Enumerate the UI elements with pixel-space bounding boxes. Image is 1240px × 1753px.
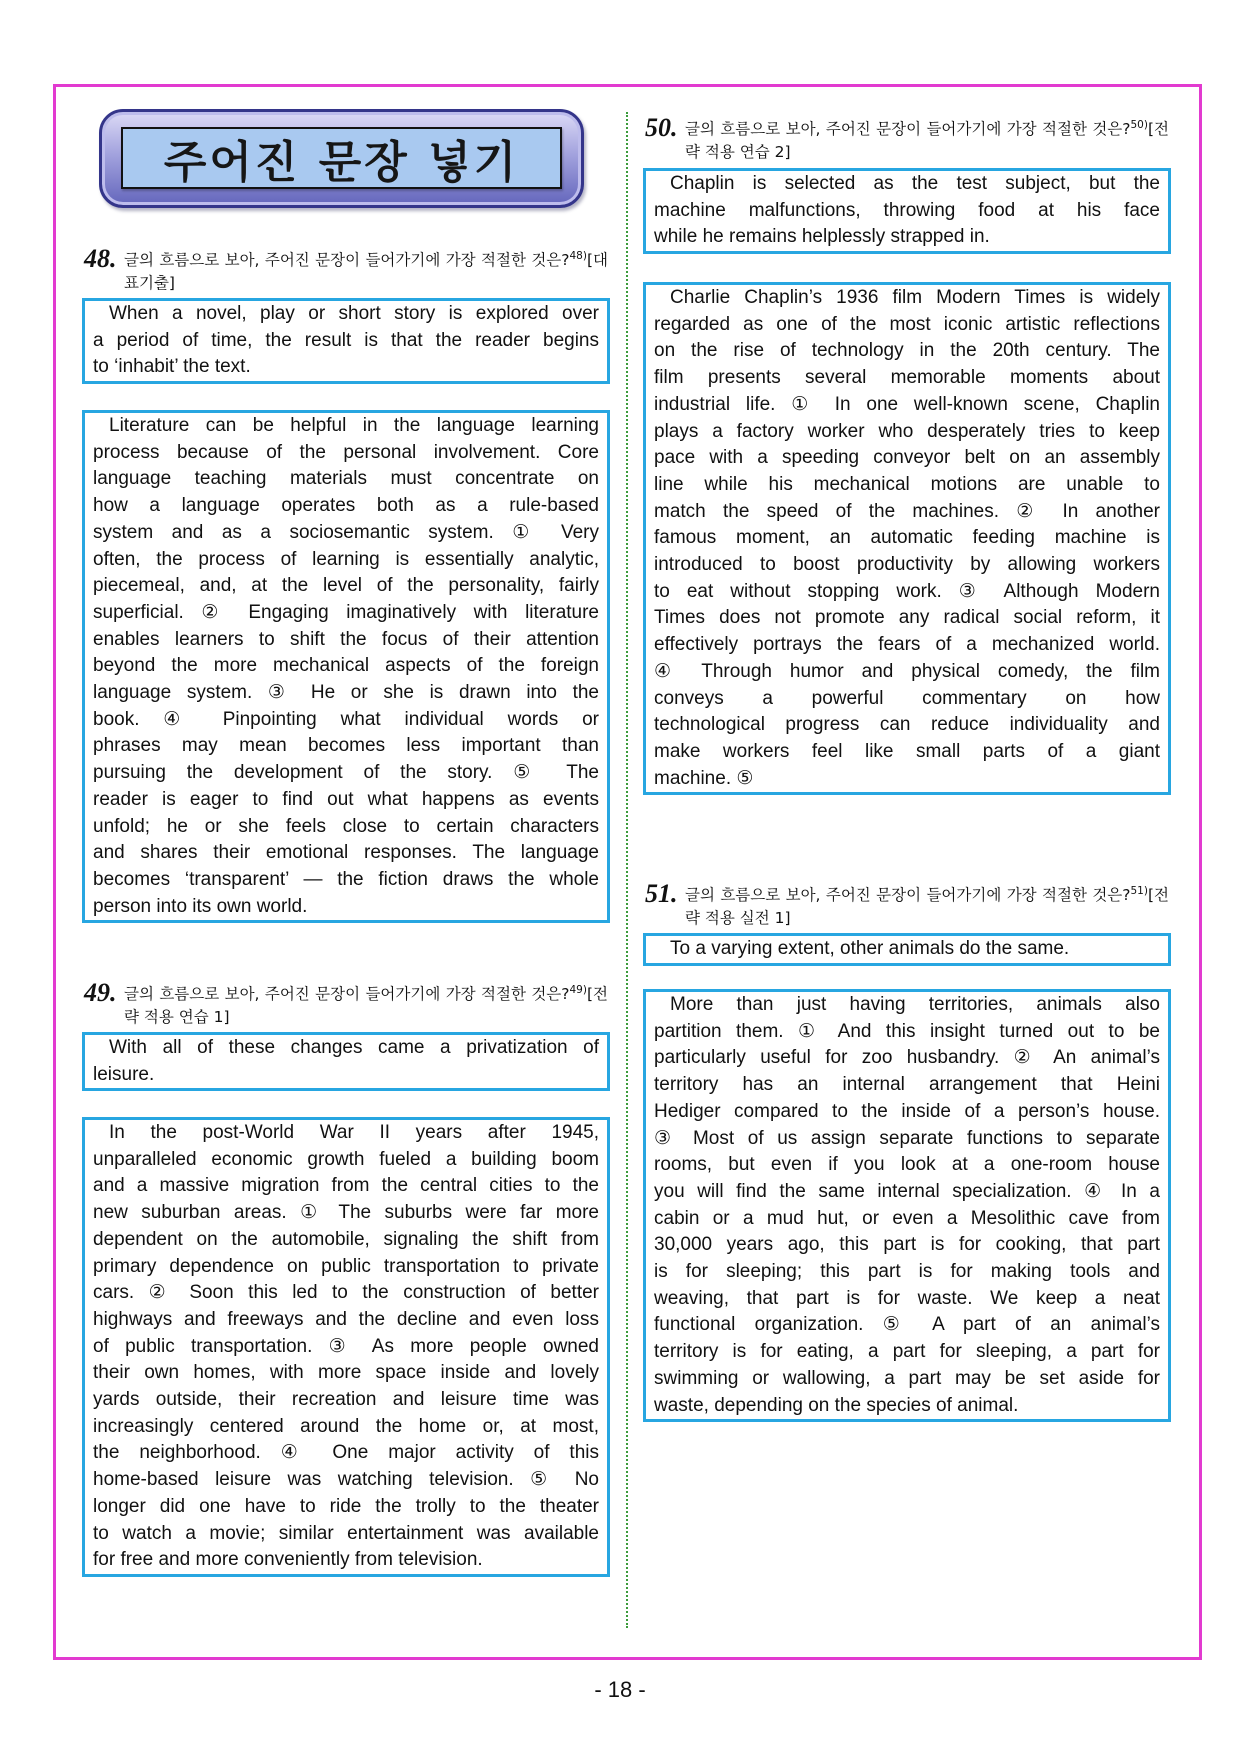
passage-line: make workers feel like small parts of a giant [654,740,1160,762]
question-source-tag: [전략 적용 연습 2] [685,120,1169,161]
passage-line: functional organization. ⑤ A part of an animal’s [654,1314,1160,1336]
passage-line: regarded as one of the most iconic artistic reflections [654,313,1160,335]
question-50-heading [643,113,1171,163]
given-sentence-line: while he remains helplessly strapped in. [654,226,990,248]
passage-line: pace with a speeding conveyor belt on an assembly [654,447,1160,469]
passage-line: language teaching materials must concentrate on [93,468,599,490]
page-number: - 18 - [594,1677,646,1702]
given-sentence-box [82,298,610,384]
passage-box [643,282,1171,795]
footnote-ref: 49) [569,984,587,996]
passage-line: piecemeal, and, at the level of the personality, fairly [93,575,599,597]
passage-line: phrases may mean becomes less important than [93,735,599,757]
given-sentence-line: Chaplin is selected as the test subject, but the [670,173,1160,194]
question-source-tag: [전략 적용 실전 1] [685,886,1169,927]
passage-line: Hediger compared to the inside of a person’s house. [654,1100,1160,1122]
question-source-tag: [대표기출] [124,251,608,292]
question-51-heading [643,879,1171,929]
given-sentence-line: machine malfunctions, throwing food at his face [654,199,1160,221]
question-number: 50. [645,113,678,142]
passage-line: ④ Through humor and physical comedy, the film [654,660,1160,682]
passage-line: beyond the more mechanical aspects of the foreign [93,655,599,677]
passage-line: pursuing the development of the story. ⑤ The [93,762,599,784]
title-panel [121,127,562,189]
passage-line: Literature can be helpful in the language learning [109,415,599,436]
footnote-ref: 50) [1130,119,1148,131]
question-prompt: 글의 흐름으로 보아, 주어진 문장이 들어가기에 가장 적절한 것은? [124,985,570,1003]
passage-line: match the speed of the machines. ② In another [654,500,1160,522]
passage-line: industrial life. ① In one well-known scene, Chaplin [654,393,1160,415]
passage-line: system and as a sociosemantic system. ① Very [93,521,599,543]
passage-line: you will find the same internal specialization. ④ In a [654,1180,1160,1202]
passage-line: and a massive migration from the central cities to the [93,1175,599,1197]
passage-line: superficial. ② Engaging imaginatively with literature [93,601,599,623]
passage-line: effectively portrays the fears of a mechanized world. [654,634,1160,656]
question-number: 51. [645,879,678,908]
passage-box [643,989,1171,1422]
passage-line: partition them. ① And this insight turned out to be [654,1020,1160,1042]
passage-line: technological progress can reduce individuality and [654,714,1160,736]
question-source-tag: [전략 적용 연습 1] [124,985,608,1026]
given-sentence-box [82,1032,610,1091]
passage-line: unparalleled economic growth fueled a building boom [93,1148,599,1170]
passage-line: person into its own world. [93,895,308,917]
passage-box [82,410,610,923]
passage-line: process because of the personal involvement. Core [93,441,599,463]
passage-line: new suburban areas. ① The suburbs were far more [93,1202,599,1224]
passage-line: particularly useful for zoo husbandry. ② An animal’s [654,1047,1160,1069]
passage-line: often, the process of learning is essentially analytic, [93,548,599,570]
passage-line: cars. ② Soon this led to the construction of better [93,1282,599,1304]
question-48-heading [82,244,610,294]
passage-line: how a language operates both as a rule-based [93,495,599,517]
passage-line: language system. ③ He or she is drawn into the [93,682,599,704]
given-sentence-line: a period of time, the result is that the reader begins [93,329,599,351]
given-sentence-line: leisure. [93,1063,155,1085]
question-prompt: 글의 흐름으로 보아, 주어진 문장이 들어가기에 가장 적절한 것은? [685,886,1131,904]
passage-line: In the post-World War II years after 1945, [109,1122,599,1143]
footnote-ref: 48) [569,250,587,262]
passage-box [82,1117,610,1577]
passage-line: film presents several memorable moments about [654,367,1160,389]
passage-line: famous moment, an automatic feeding machine is [654,527,1160,549]
passage-line: conveys a powerful commentary on how [654,687,1160,709]
passage-line: More than just having territories, animals also [670,994,1160,1015]
passage-line: their own homes, with more space inside and lovely [93,1362,599,1384]
question-49-heading [82,978,610,1028]
passage-line: ③ Most of us assign separate functions to separate [654,1127,1160,1149]
footnote-ref: 51) [1130,885,1148,897]
given-sentence-box [643,933,1171,966]
passage-line: dependent on the automobile, signaling the shift from [93,1228,599,1250]
passage-line: territory has an internal arrangement that Heini [654,1074,1160,1096]
given-sentence-box [643,168,1171,254]
passage-line: highways and freeways and the decline and even loss [93,1308,599,1330]
passage-line: enables learners to shift the focus of their attention [93,628,599,650]
passage-line: and shares their emotional responses. The language [93,842,599,864]
passage-line: weaving, that part is for waste. We keep a neat [654,1287,1160,1309]
passage-line: reader is eager to find out what happens as events [93,788,599,810]
passage-line: to eat without stopping work. ③ Although Modern [654,580,1160,602]
passage-line: rooms, but even if you look at a one-room house [654,1154,1160,1176]
passage-line: is for sleeping; this part is for making tools and [654,1261,1160,1283]
passage-line: swimming or wallowing, a part may be set aside for [654,1367,1160,1389]
given-sentence-line: With all of these changes came a privatization of [109,1037,599,1058]
passage-line: becomes ‘transparent’ — the fiction draws the whole [93,868,599,890]
passage-line: primary dependence on public transportation to private [93,1255,599,1277]
question-prompt: 글의 흐름으로 보아, 주어진 문장이 들어가기에 가장 적절한 것은? [124,251,570,269]
passage-line: longer did one have to ride the trolly to the theater [93,1495,599,1517]
passage-line: machine. ⑤ [654,767,754,789]
passage-line: for free and more conveniently from television. [93,1549,483,1571]
given-sentence-line: To a varying extent, other animals do the same. [670,938,1070,959]
passage-line: book. ④ Pinpointing what individual words or [93,708,599,730]
given-sentence-line: to ‘inhabit’ the text. [93,356,251,378]
passage-line: to watch a movie; similar entertainment was available [93,1522,599,1544]
passage-line: Times does not promote any radical social reform, it [654,607,1160,629]
passage-line: introduced to boost productivity by allowing workers [654,554,1160,576]
title-banner [99,109,584,208]
passage-line: Charlie Chaplin’s 1936 film Modern Times is widely [670,287,1160,308]
given-sentence-line: When a novel, play or short story is explored over [109,303,599,324]
passage-line: on the rise of technology in the 20th century. The [654,340,1160,362]
passage-line: plays a factory worker who desperately tries to keep [654,420,1160,442]
passage-line: home-based leisure was watching television. ⑤ No [93,1469,599,1491]
passage-line: of public transportation. ③ As more people owned [93,1335,599,1357]
question-number: 48. [84,244,117,273]
passage-line: the neighborhood. ④ One major activity of this [93,1442,599,1464]
passage-line: 30,000 years ago, this part is for cooking, that part [654,1234,1160,1256]
passage-line: line while his mechanical motions are unable to [654,473,1160,495]
passage-line: yards outside, their recreation and leisure time was [93,1389,599,1411]
passage-line: territory is for eating, a part for sleeping, a part for [654,1341,1160,1363]
column-divider [626,112,628,1628]
passage-line: increasingly centered around the home or, at most, [93,1415,599,1437]
passage-line: waste, depending on the species of animal. [654,1394,1019,1416]
page-title: 주어진 문장 넣기 [163,137,520,188]
passage-line: cabin or a mud hut, or even a Mesolithic cave from [654,1207,1160,1229]
passage-line: unfold; he or she feels close to certain characters [93,815,599,837]
question-number: 49. [84,978,117,1007]
question-prompt: 글의 흐름으로 보아, 주어진 문장이 들어가기에 가장 적절한 것은? [685,120,1131,138]
